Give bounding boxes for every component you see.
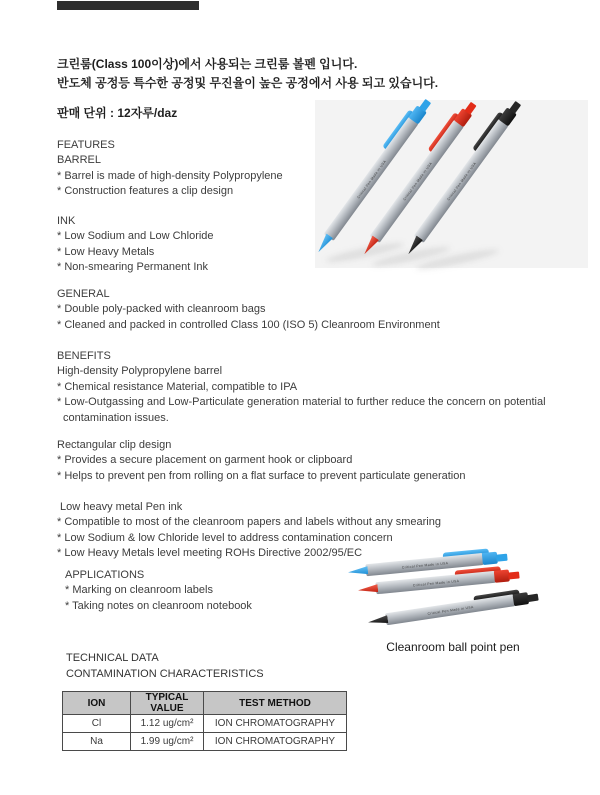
bullet-line: * Low Heavy Metals [57,245,155,258]
bullet-line: * Barrel is made of high-density Polypropylene [57,169,283,182]
pen-tip [367,615,388,626]
technical-data-heading: TECHNICAL DATA [66,652,159,664]
pen-barrel [414,119,509,243]
bullet-line: * Low Heavy Metals level meeting ROHs Directive 2002/95/EC [57,547,363,560]
pen-print-text: Critical Pen Made in USA [412,578,459,587]
pen-tip [348,566,369,576]
pen-print-text: Critical Pen Made in USA [355,158,387,199]
cell-value: 1.99 ug/cm² [131,733,204,751]
cell-value: 1.12 ug/cm² [131,715,204,733]
pen-barrel [324,117,419,241]
pen-photo-top [315,100,588,268]
section-heading: APPLICATIONS [65,569,145,581]
section-benefits [57,349,546,426]
table-header-row [63,692,347,715]
pen-tip [315,233,333,254]
bullet-line: * Taking notes on cleanroom notebook [65,599,252,612]
pen-print-text: Critical Pen Made in USA [401,161,433,202]
pen-plunger [527,593,539,602]
subsection-heading: GENERAL [57,288,110,300]
bullet-line: * Low Sodium & low Chloride level to address contamination concern [57,531,393,544]
pen-print-text: Critical Pen Made in USA [445,160,477,201]
cell-method: ION CHROMATOGRAPHY [204,733,347,751]
subsection-heading: INK [57,215,76,227]
pen-print-text: Critical Pen Made in USA [401,560,448,569]
cell-method: ION CHROMATOGRAPHY [204,715,347,733]
contamination-table [62,691,347,751]
intro-text [57,55,438,93]
text-line: Rectangular clip design [57,439,172,451]
continuation-line: contamination issues. [63,411,169,424]
pen-black-horizontal [367,591,539,628]
photo-caption: Cleanroom ball point pen [386,640,520,654]
table-row [63,733,347,751]
contamination-heading: CONTAMINATION CHARACTERISTICS [66,668,264,680]
col-header-typical-value: TYPICAL VALUE [131,692,204,715]
section-applications [65,568,252,614]
section-features [57,138,283,200]
section-ink [57,214,214,276]
bullet-line: * Marking on cleanroom labels [65,584,213,597]
top-left-artifact-bar [57,1,199,10]
bullet-line: * Construction features a clip design [57,185,234,198]
cell-ion: Cl [63,715,131,733]
intro-line-2: 반도체 공정등 특수한 공정및 무진율이 높은 공정에서 사용 되고 있습니다. [57,76,439,90]
bullet-line: * Non-smearing Permanent Ink [57,261,209,274]
col-header-test-method: TEST METHOD [204,692,347,715]
col-header-ion: ION [63,692,131,715]
section-clip-design [57,438,465,484]
subsection-heading: BARREL [57,154,102,167]
bullet-line: * Low-Outgassing and Low-Particulate generation material to further reduce the concern on potential [57,396,546,409]
pen-print-text: Critical Pen Made in USA [426,604,474,616]
bullet-line: * Cleaned and packed in controlled Class 100 (ISO 5) Cleanroom Environment [57,318,440,331]
table-row [63,715,347,733]
bullet-line: * Double poly-packed with cleanroom bags [57,303,266,316]
cell-ion: Na [63,733,131,751]
sales-unit-line: 판매 단위 : 12자루/daz [57,106,178,120]
pen-barrel [385,594,515,625]
bullet-line: * Compatible to most of the cleanroom papers and labels without any smearing [57,516,441,529]
bullet-line: * Chemical resistance Material, compatible to IPA [57,380,298,393]
bullet-line: * Low Sodium and Low Chloride [57,230,214,243]
pen-barrel [370,119,464,243]
bullet-line: * Helps to prevent pen from rolling on a flat surface to prevent particulate generation [57,469,466,482]
pen-tip [358,584,379,594]
bullet-line: * Provides a secure placement on garment hook or clipboard [57,454,353,467]
intro-line-1: 크린룸(Class 100이상)에서 사용되는 크린룸 볼펜 입니다. [57,57,358,71]
pen-plunger [496,553,508,561]
pen-plunger [508,571,520,579]
section-heading: FEATURES [57,139,115,151]
section-pen-ink [57,500,441,562]
section-general [57,287,440,333]
text-line: High-density Polypropylene barrel [57,365,223,378]
pen-barrel [375,571,496,594]
section-heading: BENEFITS [57,350,111,362]
text-line: Low heavy metal Pen ink [60,501,183,513]
